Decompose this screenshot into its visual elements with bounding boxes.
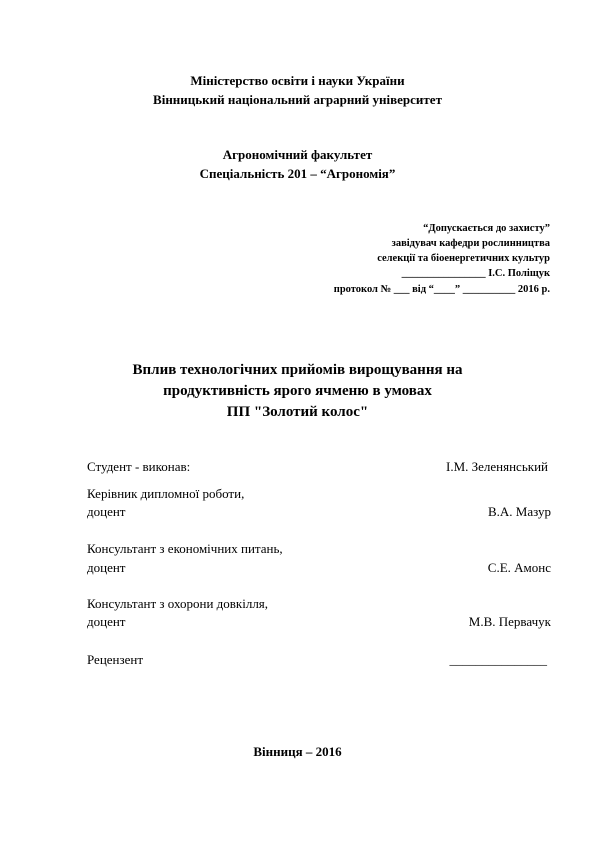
reviewer-signature-line: _______________ [449, 652, 547, 667]
supervisor-name: В.А. Мазур [487, 504, 551, 519]
supervisor-role: Керівник дипломної роботи, [87, 486, 245, 501]
specialty-line: Спеціальність 201 – “Агрономія” [199, 166, 396, 181]
faculty-line: Агрономічний факультет [222, 147, 373, 162]
econ-consultant-title: доцент [87, 560, 126, 575]
thesis-title-line-3: ПП "Золотий колос" [226, 404, 369, 420]
approval-line-3: селекції та біоенергетичних культур [377, 253, 550, 264]
supervisor-title: доцент [87, 504, 126, 519]
university-line: Вінницький національний аграрний університет [153, 92, 442, 107]
env-consultant-role: Консультант з охорони довкілля, [87, 596, 269, 611]
student-role: Студент - виконав: [87, 459, 191, 474]
student-name: І.М. Зеленянський [445, 459, 548, 474]
approval-line-2: завідувач кафедри рослинництва [391, 238, 550, 249]
thesis-title-line-1: Вплив технологічних прийомів вирощування на [132, 362, 463, 378]
approval-line-4: ________________ І.С. Поліщук [401, 268, 550, 279]
econ-consultant-name: С.Е. Амонс [487, 560, 551, 575]
thesis-title-line-2: продуктивність ярого ячменю в умовах [163, 383, 432, 399]
env-consultant-title: доцент [87, 614, 126, 629]
reviewer-role: Рецензент [87, 652, 144, 667]
place-year: Вінниця – 2016 [253, 744, 342, 759]
econ-consultant-role: Консультант з економічних питань, [87, 541, 283, 556]
approval-line-1: “Допускається до захисту” [423, 223, 550, 234]
approval-line-5: протокол № ___ від “____” __________ 2016 р. [333, 284, 550, 295]
ministry-line: Міністерство освіти і науки України [190, 73, 405, 88]
env-consultant-name: М.В. Первачук [468, 614, 551, 629]
